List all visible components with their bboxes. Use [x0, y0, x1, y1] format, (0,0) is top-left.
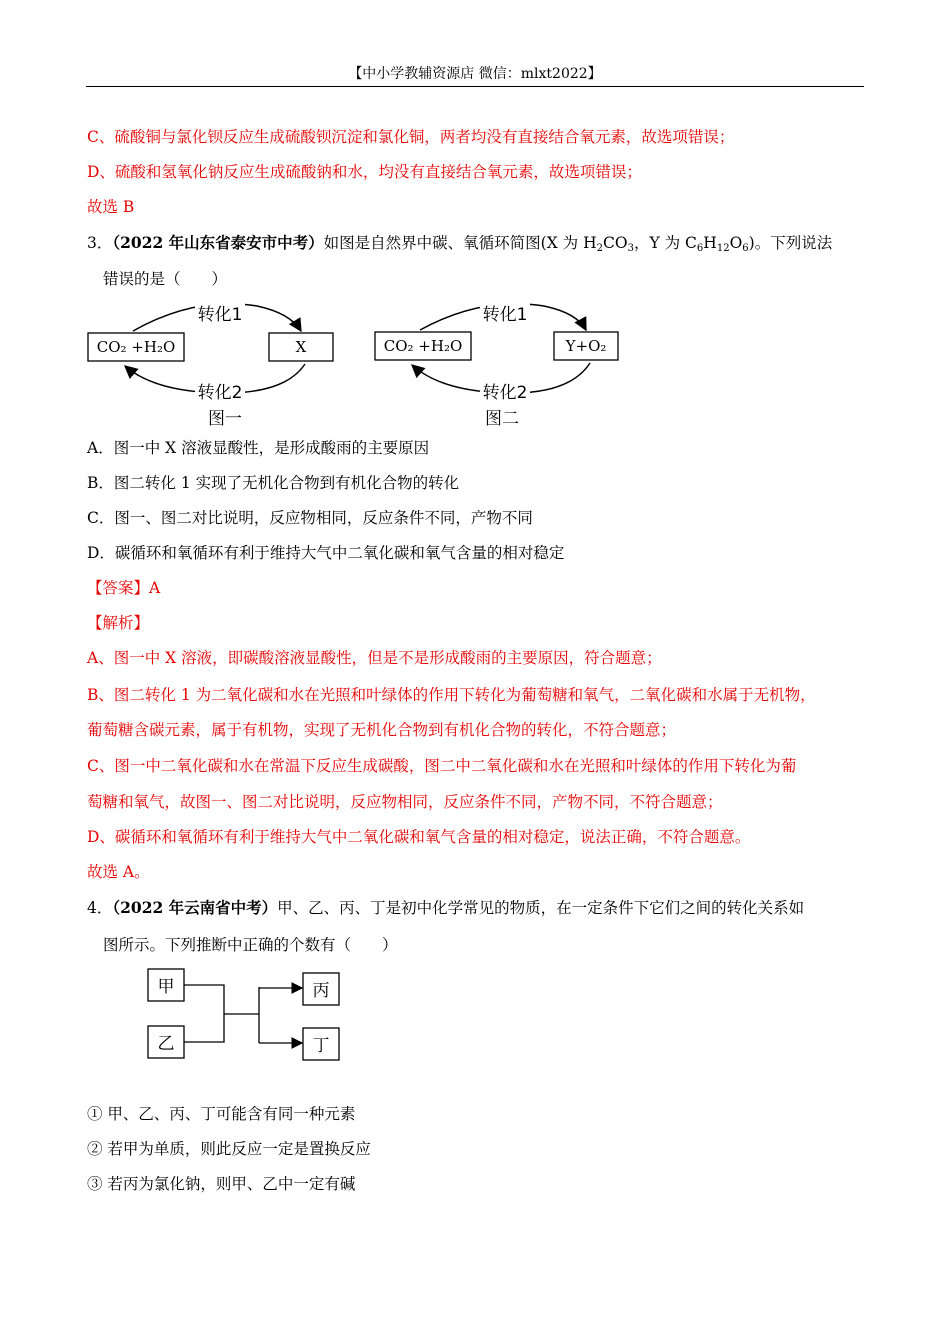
- q3-number: 3．: [87, 234, 113, 252]
- q4-statement-1: ① 甲、乙、丙、丁可能含有同一种元素: [87, 1105, 356, 1123]
- prev-analysis-c: C、硫酸铜与氯化钡反应生成硫酸钡沉淀和氯化铜，两者均没有直接结合氧元素，故选项错误；: [87, 128, 735, 146]
- prev-conclusion: 故选 B: [87, 198, 135, 216]
- q3-analysis-b1: B、图二转化 1 为二氧化碳和水在光照和叶绿体的作用下转化为葡萄糖和氧气，二氧化碳和水属于无机物，: [87, 686, 816, 704]
- q3-source: （2022 年山东省泰安市中考）: [112, 233, 324, 252]
- q4-box-b-text: 乙: [157, 1034, 175, 1054]
- q3-analysis-d: D、碳循环和氧循环有利于维持大气中二氧化碳和氧气含量的相对稳定，说法正确，不符合题意。: [87, 828, 751, 846]
- q3-option-c: C．图一、图二对比说明，反应物相同，反应条件不同，产物不同: [87, 509, 533, 527]
- q4-diagram: [140, 962, 355, 1062]
- q3-stem: 3．（2022 年山东省泰安市中考）如图是自然界中碳、氧循环简图(X 为 $H_2CO_3$，Y 为 $C_6H_{12}O_6$)。下列说法: [87, 233, 833, 254]
- q3-analysis-b2: 葡萄糖含碳元素，属于有机物，实现了无机化合物到有机化合物的转化，不符合题意；: [87, 721, 677, 739]
- q3-analysis-c1: C、图一中二氧化碳和水在常温下反应生成碳酸，图二中二氧化碳和水在光照和叶绿体的作用下转化为葡: [87, 757, 797, 775]
- fig2-caption: 图二: [485, 409, 519, 429]
- fig2-top-label: 转化1: [482, 305, 528, 325]
- q4-stem-line2: 图所示。下列推断中正确的个数有（ ）: [103, 936, 398, 954]
- q4-box-d-text: 丁: [312, 1036, 330, 1056]
- q3-option-b: B．图二转化 1 实现了无机化合物到有机化合物的转化: [87, 474, 460, 492]
- prev-analysis-d: D、硫酸和氢氧化钠反应生成硫酸钠和水，均没有直接结合氧元素，故选项错误；: [87, 163, 642, 181]
- fig2-bottom-label: 转化2: [482, 383, 528, 403]
- q4-box-a-text: 甲: [157, 977, 175, 997]
- q3-stem-line2: 错误的是（ ）: [103, 270, 228, 288]
- fig2-right-text: Y+O₂: [565, 337, 607, 355]
- q4-join-line: [184, 985, 224, 1042]
- q4-stem-line1: 甲、乙、丙、丁是初中化学常见的物质，在一定条件下它们之间的转化关系如: [277, 899, 805, 917]
- q3-analysis-c2: 萄糖和氧气，故图一、图二对比说明，反应物相同，反应条件不同，产物不同，不符合题意；: [87, 793, 723, 811]
- q3-conclusion: 故选 A。: [87, 863, 150, 881]
- q4-number: 4．: [87, 899, 113, 917]
- fig1-right-text: X: [295, 338, 307, 356]
- header-text: 【中小学教辅资源店 微信：mlxt2022】: [348, 66, 602, 82]
- q3-figure-two: [372, 298, 632, 430]
- q3-answer: 【答案】A: [87, 579, 161, 597]
- fig2-left-text: CO₂ +H₂O: [383, 337, 463, 355]
- q3-analysis-a: A、图一中 X 溶液，即碳酸溶液显酸性，但是不是形成酸雨的主要原因，符合题意；: [87, 649, 662, 667]
- q3-analysis-title: 【解析】: [87, 614, 150, 632]
- q4-box-c-text: 丙: [312, 981, 330, 1001]
- q3-option-d: D．碳循环和氧循环有利于维持大气中二氧化碳和氧气含量的相对稳定: [87, 544, 565, 562]
- q4-statement-3: ③ 若丙为氯化钠，则甲、乙中一定有碱: [87, 1175, 356, 1193]
- fig1-bottom-label: 转化2: [197, 383, 243, 403]
- fig1-left-text: CO₂ +H₂O: [96, 338, 176, 356]
- page-header: [86, 64, 864, 87]
- fig1-caption: 图一: [208, 409, 242, 429]
- fig1-top-label: 转化1: [197, 305, 243, 325]
- q4-source: （2022 年云南省中考）: [112, 898, 278, 917]
- q4-stem: [87, 897, 804, 919]
- q3-figure-one: [85, 298, 345, 430]
- q3-option-a: A．图一中 X 溶液显酸性，是形成酸雨的主要原因: [87, 439, 430, 457]
- q4-statement-2: ② 若甲为单质，则此反应一定是置换反应: [87, 1140, 371, 1158]
